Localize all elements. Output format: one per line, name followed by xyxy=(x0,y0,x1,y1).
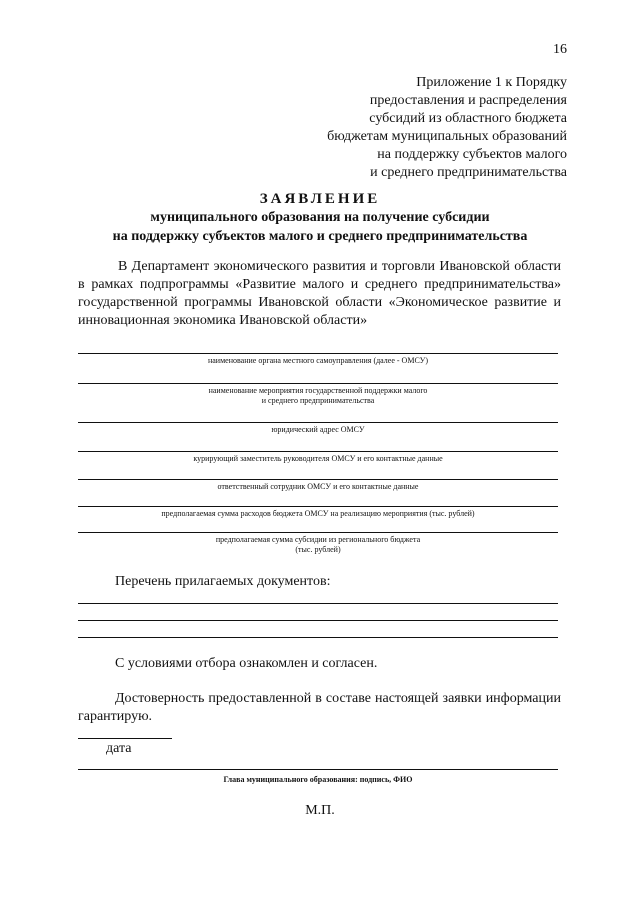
appendix-line: Приложение 1 к Порядку xyxy=(416,75,567,90)
appendix-reference xyxy=(267,74,567,182)
appendix-line: и среднего предпринимательства xyxy=(370,165,567,180)
field-caption: ответственный сотрудник ОМСУ и его контактные данные xyxy=(217,482,419,491)
field-omsu-budget-amount[interactable] xyxy=(78,506,558,519)
field-caption: курирующий заместитель руководителя ОМСУ и его контактные данные xyxy=(193,454,443,463)
field-legal-address[interactable] xyxy=(78,422,558,435)
field-caption: предполагаемая сумма субсидии из регионального бюджета xyxy=(215,535,421,544)
agreement-statement: С условиями отбора ознакомлен и согласен. xyxy=(115,656,378,671)
field-deputy-head[interactable] xyxy=(78,451,558,464)
field-subsidy-amount[interactable] xyxy=(78,532,558,555)
title-sub-2: на поддержку субъектов малого и среднего предпринимательства xyxy=(112,229,528,244)
field-caption-continued: и среднего предпринимательства xyxy=(261,396,375,405)
field-event-name[interactable] xyxy=(78,383,558,406)
field-caption: предполагаемая сумма расходов бюджета ОМСУ на реализацию мероприятия (тыс. рублей) xyxy=(161,509,475,518)
field-line xyxy=(78,422,558,423)
appendix-line: на поддержку субъектов малого xyxy=(377,147,567,162)
appendix-line: предоставления и распределения xyxy=(369,93,567,108)
field-caption: юридический адрес ОМСУ xyxy=(271,425,365,434)
title-main: ЗАЯВЛЕНИЕ xyxy=(259,191,381,207)
guarantee-statement: Достоверность предоставленной в составе настоящей заявки информации гарантирую. xyxy=(78,691,561,724)
field-line xyxy=(78,383,558,384)
document-title xyxy=(60,190,580,246)
signature-caption: Глава муниципального образования: подпись, ФИО xyxy=(223,775,413,784)
field-line xyxy=(78,353,558,354)
field-omsu-name[interactable] xyxy=(78,353,558,366)
intro-paragraph: В Департамент экономического развития и торговли Ивановской области в рамках подпрограммы «Развитие малого и среднего предпринимательства» государственной программы Ивановской области «Экономическое развитие и инновационная экономика Ивановской области» xyxy=(78,259,561,328)
documents-line-2[interactable] xyxy=(78,620,558,621)
date-line[interactable] xyxy=(78,738,172,739)
field-line xyxy=(78,532,558,533)
field-line xyxy=(78,451,558,452)
field-caption-continued: (тыс. рублей) xyxy=(295,545,341,554)
field-caption: наименование органа местного самоуправления (далее - ОМСУ) xyxy=(207,356,429,365)
appendix-line: субсидий из областного бюджета xyxy=(369,111,567,126)
signature-line[interactable] xyxy=(78,769,558,770)
title-sub-1: муниципального образования на получение субсидии xyxy=(150,210,490,225)
documents-line-3[interactable] xyxy=(78,637,558,638)
field-line xyxy=(78,479,558,480)
field-caption: наименование мероприятия государственной поддержки малого xyxy=(208,386,428,395)
appendix-line: бюджетам муниципальных образований xyxy=(327,129,567,144)
field-responsible-employee[interactable] xyxy=(78,479,558,492)
page-number: 16 xyxy=(553,42,567,57)
documents-heading: Перечень прилагаемых документов: xyxy=(115,574,331,589)
documents-line-1[interactable] xyxy=(78,603,558,604)
date-label: дата xyxy=(106,741,132,756)
stamp-place: М.П. xyxy=(305,803,335,818)
field-line xyxy=(78,506,558,507)
